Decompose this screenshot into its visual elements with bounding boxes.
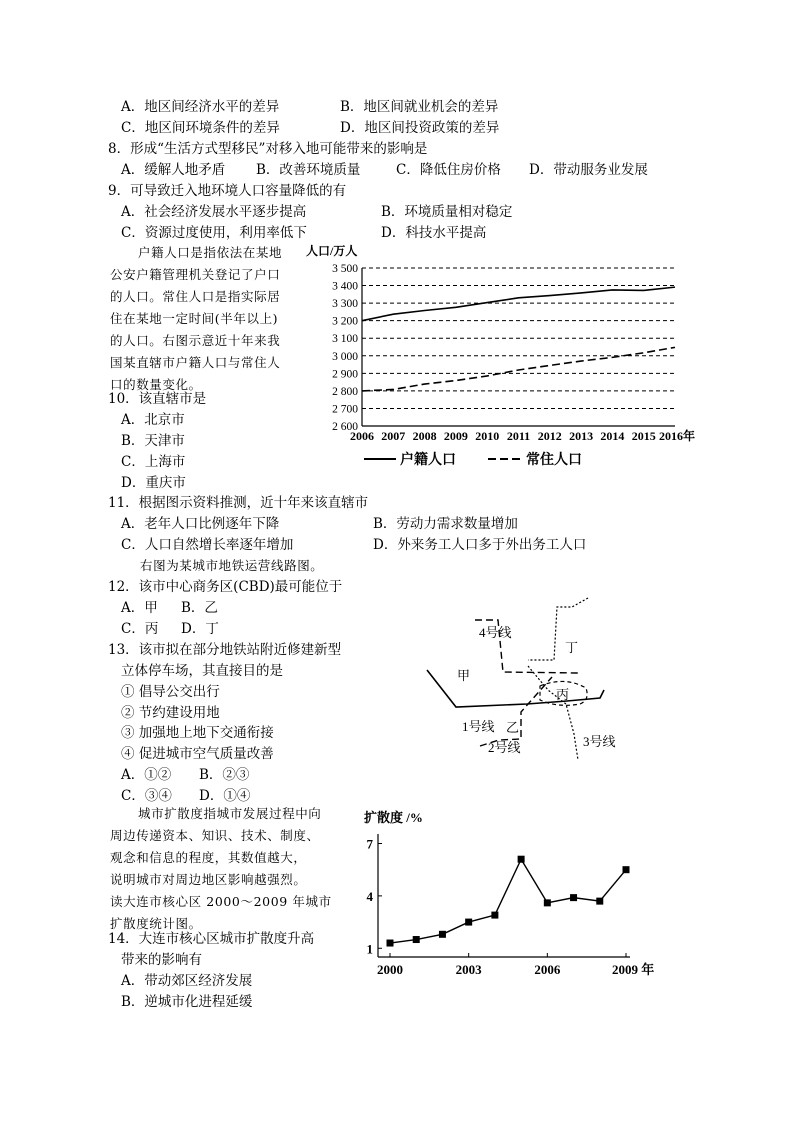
population-x-tick-label: 2007 [381, 429, 406, 443]
q9-option-a: A．社会经济发展水平逐步提高 [121, 204, 307, 220]
population-x-tick-label: 2016年 [659, 429, 696, 443]
intro3-line: 扩散度统计图。 [110, 916, 202, 931]
diffusion-data-point [491, 912, 498, 919]
population-x-tick-label: 2015 [631, 429, 656, 443]
q11-option-c: C．人口自然增长率逐年增加 [121, 537, 294, 553]
diffusion-x-tick-label: 2003 [455, 962, 482, 977]
population-y-tick-label: 3 200 [332, 315, 358, 328]
population-y-tick-label: 2 600 [332, 421, 358, 433]
diffusion-y-tick-label: 1 [366, 941, 373, 957]
population-x-tick-label: 2011 [506, 429, 531, 443]
subway-map [410, 588, 620, 763]
intro1-line: 口的数量变化。 [110, 377, 202, 392]
diffusion-x-tick-label: 2009 年 [612, 962, 655, 977]
population-x-tick-label: 2009 [443, 429, 468, 443]
q12-option-c: C．丙 [121, 621, 159, 637]
q13-option-a: A．①② [121, 767, 172, 783]
diffusion-chart [340, 800, 670, 990]
q11-option-d: D．外来务工人口多于外出务工人口 [373, 537, 587, 553]
map-label-line3: 3号线 [583, 734, 616, 749]
q14-option-a: A．带动郊区经济发展 [121, 973, 253, 989]
intro3-line: 城市扩散度指城市发展过程中向 [138, 806, 322, 821]
intro3-line: 说明城市对周边地区影响越强烈。 [110, 872, 307, 887]
q9-stem: 9．可导致迁入地环境人口容量降低的有 [108, 183, 347, 199]
population-x-tick-label: 2006 [350, 429, 374, 443]
diffusion-y-axis-label: 扩散度 /% [364, 810, 423, 825]
intro1-line: 公安户籍管理机关登记了户口 [110, 267, 281, 282]
diffusion-data-point [465, 919, 472, 926]
population-x-tick-label: 2010 [475, 429, 500, 443]
intro1-line: 的人口。右图示意近十年来我 [110, 333, 281, 348]
diffusion-data-point [623, 866, 630, 873]
map-label-bing: 丙 [556, 687, 570, 702]
population-y-tick-label: 3 000 [332, 350, 358, 363]
q13-item: ③ 加强地上地下交通衔接 [121, 725, 274, 741]
q9-option-c: C．资源过度使用，利用率低下 [121, 225, 307, 241]
intro1-line: 住在某地一定时间(半年以上) [110, 311, 279, 326]
population-y-axis-label: 人口/万人 [306, 244, 358, 258]
population-y-tick-label: 2 900 [332, 368, 358, 381]
q12-option-d: D．丁 [181, 621, 219, 637]
q10-option-d: D．重庆市 [121, 475, 186, 491]
q12-option-b: B．乙 [181, 600, 218, 616]
q8-stem: 8．形成“生活方式型移民”对移入地可能带来的影响是 [108, 141, 428, 157]
diffusion-data-point [439, 931, 446, 938]
population-series-changzhu-line [362, 347, 675, 391]
population-y-tick-label: 3 400 [332, 280, 358, 293]
diffusion-x-tick-label: 2006 [534, 962, 561, 977]
population-x-tick-label: 2008 [412, 429, 437, 443]
population-chart [300, 238, 696, 478]
intro3-line: 读大连市核心区 2000～2009 年城市 [110, 894, 332, 909]
q8-option-c: C．降低住房价格 [396, 162, 501, 178]
population-x-tick-label: 2012 [537, 429, 562, 443]
diffusion-data-point [518, 856, 525, 863]
q7-option-a: A．地区间经济水平的差异 [121, 99, 280, 115]
q11-stem: 11．根据图示资料推测，近十年来该直辖市 [108, 495, 369, 511]
q11-option-a: A．老年人口比例逐年下降 [121, 516, 280, 532]
subway-line-3 [528, 666, 578, 760]
diffusion-x-tick-label: 2000 [377, 962, 403, 977]
intro1-line: 户籍人口是指依法在某地 [138, 245, 283, 260]
q13-option-c: C．③④ [121, 788, 172, 804]
q11-option-b: B．劳动力需求数量增加 [373, 516, 518, 532]
population-y-tick-label: 2 800 [332, 385, 358, 398]
population-x-tick-label: 2013 [569, 429, 594, 443]
q13-item: ① 倡导公交出行 [121, 684, 220, 700]
q8-option-d: D．带动服务业发展 [529, 162, 648, 178]
q10-option-c: C．上海市 [121, 454, 186, 470]
subway-line-1 [427, 670, 604, 707]
diffusion-y-tick-label: 4 [366, 888, 373, 904]
q13-item: ② 节约建设用地 [121, 705, 220, 721]
q12-option-a: A．甲 [121, 600, 158, 616]
population-y-tick-label: 3 500 [332, 263, 358, 275]
intro1-line: 国某直辖市户籍人口与常住人 [110, 355, 281, 370]
q12-stem: 12．该市中心商务区(CBD)最可能位于 [108, 579, 343, 595]
q8-option-b: B．改善环境质量 [256, 162, 361, 178]
q10-option-b: B．天津市 [121, 433, 185, 449]
diffusion-data-point [544, 899, 551, 906]
q13-item: ④ 促进城市空气质量改善 [121, 746, 274, 762]
q13-option-b: B．②③ [199, 767, 250, 783]
diffusion-data-point [570, 894, 577, 901]
diffusion-data-point [387, 940, 394, 947]
map-label-line4: 4号线 [479, 625, 512, 640]
q9-option-d: D．科技水平提高 [381, 225, 487, 241]
population-y-tick-label: 3 100 [332, 333, 358, 346]
population-series-huji-line [362, 287, 675, 321]
q13-stem-cont: 立体停车场，其直接目的是 [121, 663, 283, 679]
map-label-line2: 2号线 [488, 740, 521, 755]
q13-stem: 13．该市拟在部分地铁站附近修建新型 [108, 642, 342, 658]
population-legend-huji: 户籍人口 [400, 453, 456, 468]
intro3-line: 观念和信息的程度，其数值越大， [110, 850, 307, 865]
population-y-tick-label: 2 700 [332, 403, 358, 416]
diffusion-data-point [413, 936, 420, 943]
diffusion-series-line [390, 859, 626, 943]
population-legend-changzhu: 常住人口 [526, 453, 582, 468]
q10-option-a: A．北京市 [121, 412, 185, 428]
q14-option-b: B．逆城市化进程延缓 [121, 994, 253, 1010]
q14-stem-cont: 带来的影响有 [121, 952, 202, 968]
intro3-line: 周边传递资本、知识、技术、制度、 [110, 828, 320, 843]
subway-line-boundary [528, 598, 588, 660]
population-y-tick-label: 3 300 [332, 298, 358, 311]
map-label-line1: 1号线 [462, 719, 495, 734]
intro1-line: 的人口。常住人口是指实际居 [110, 289, 281, 304]
q10-stem: 10．该直辖市是 [108, 391, 207, 407]
q7-option-c: C．地区间环境条件的差异 [121, 120, 280, 136]
q8-option-a: A．缓解人地矛盾 [121, 162, 226, 178]
map-label-ding: 丁 [565, 640, 579, 655]
map-label-yi: 乙 [506, 720, 520, 735]
map-label-jia: 甲 [457, 668, 471, 683]
intro2-text: 右图为某城市地铁运营线路图。 [140, 558, 324, 573]
diffusion-data-point [596, 898, 603, 905]
subway-line-2 [480, 677, 552, 746]
diffusion-y-tick-label: 7 [366, 836, 373, 852]
q7-option-b: B．地区间就业机会的差异 [340, 99, 499, 115]
q14-stem: 14．大连市核心区城市扩散度升高 [108, 931, 315, 947]
population-x-tick-label: 2014 [600, 429, 625, 443]
q7-option-d: D．地区间投资政策的差异 [340, 120, 500, 136]
q13-option-d: D．①④ [199, 788, 251, 804]
q9-option-b: B．环境质量相对稳定 [381, 204, 513, 220]
